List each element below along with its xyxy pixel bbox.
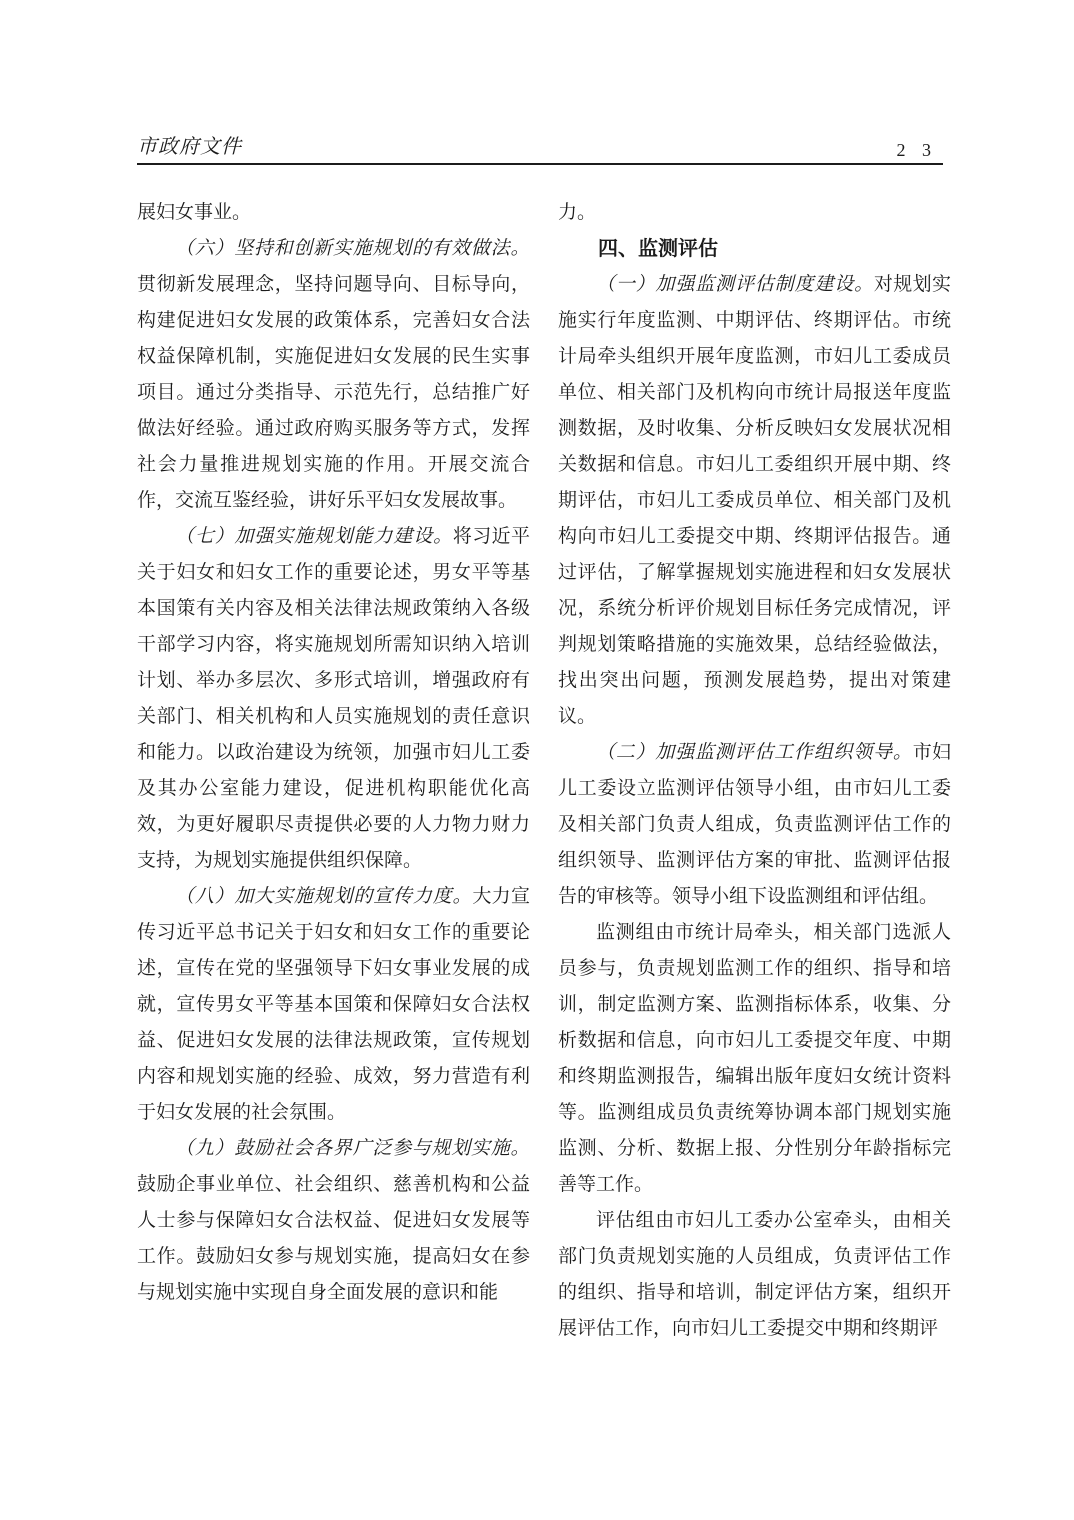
paragraph	[558, 915, 951, 1203]
paragraph-lead: （一）加强监测评估制度建设。	[596, 274, 874, 295]
paragraph-text: 对规划实施实行年度监测、中期评估、终期评估。市统计局牵头组织开展年度监测，市妇儿工委成员单位、相关部门及机构向市统计局报送年度监测数据，及时收集、分析反映妇女发展状况相关数据和信息。市妇儿工委组织开展中期、终期评估，市妇儿工委成员单位、相关部门及机构向市妇儿工委提交中期、终期评估报告。通过评估，了解掌握规划实施进程和妇女发展状况，系统分析评价规划目标任务完成情况，评判规划策略措施的实施效果，总结经验做法，找出突出问题，预测发展趋势，提出对策建议。	[558, 274, 951, 727]
paragraph-text: 市妇儿工委设立监测评估领导小组，由市妇儿工委及相关部门负责人组成，负责监测评估工作的组织领导、监测评估方案的审批、监测评估报告的审核等。领导小组下设监测组和评估组。	[558, 742, 951, 907]
paragraph-text: 展妇女事业。	[137, 202, 252, 223]
paragraph	[558, 267, 951, 735]
paragraph	[558, 1203, 951, 1347]
section-heading-monitoring-evaluation: 四、监测评估	[598, 238, 718, 260]
paragraph-lead: （七）加强实施规划能力建设。	[175, 526, 453, 547]
paragraph	[558, 735, 951, 915]
header-doc-label: 市政府文件	[137, 136, 242, 158]
paragraph-text: 大力宣传习近平总书记关于妇女和妇女工作的重要论述，宣传在党的坚强领导下妇女事业发展的成就，宣传男女平等基本国策和保障妇女合法权益、促进妇女发展的法律法规政策，宣传规划内容和规划实施的经验、成效，努力营造有利于妇女发展的社会氛围。	[137, 886, 530, 1123]
paragraph-lead: （九）鼓励社会各界广泛参与规划实施。	[175, 1138, 530, 1159]
paragraph	[137, 879, 530, 1131]
paragraph-lead: （八）加大实施规划的宣传力度。	[175, 886, 473, 907]
left-column	[137, 195, 530, 1347]
paragraph-text: 评估组由市妇儿工委办公室牵头，由相关部门负责规划实施的人员组成，负责评估工作的组织、指导和培训，制定评估方案，组织开展评估工作，向市妇儿工委提交中期和终期评	[558, 1210, 951, 1339]
paragraph	[137, 231, 530, 519]
paragraph	[137, 1131, 530, 1311]
paragraph-text: 鼓励企事业单位、社会组织、慈善机构和公益人士参与保障妇女合法权益、促进妇女发展等工作。鼓励妇女参与规划实施，提高妇女在参与规划实施中实现自身全面发展的意识和能	[137, 1174, 530, 1303]
paragraph-text: 监测组由市统计局牵头，相关部门选派人员参与，负责规划监测工作的组织、指导和培训，制定监测方案、监测指标体系，收集、分析数据和信息，向市妇儿工委提交年度、中期和终期监测报告，编辑出版年度妇女统计资料等。监测组成员负责统筹协调本部门规划实施监测、分析、数据上报、分性别分年龄指标完善等工作。	[558, 922, 951, 1195]
header-rule	[137, 163, 943, 165]
page-header	[137, 130, 943, 159]
paragraph	[137, 519, 530, 879]
paragraph	[558, 195, 951, 231]
paragraph-lead: （六）坚持和创新实施规划的有效做法。	[175, 238, 530, 259]
paragraph-lead: （二）加强监测评估工作组织领导。	[596, 742, 913, 763]
paragraph-text: 将习近平关于妇女和妇女工作的重要论述，男女平等基本国策有关内容及相关法律法规政策纳入各级干部学习内容，将实施规划所需知识纳入培训计划、举办多层次、多形式培训，增强政府有关部门、相关机构和人员实施规划的责任意识和能力。以政治建设为统领，加强市妇儿工委及其办公室能力建设，促进机构职能优化高效，为更好履职尽责提供必要的人力物力财力支持，为规划实施提供组织保障。	[137, 526, 530, 871]
content-columns	[137, 195, 951, 1347]
paragraph-text: 贯彻新发展理念，坚持问题导向、目标导向，构建促进妇女发展的政策体系，完善妇女合法权益保障机制，实施促进妇女发展的民生实事项目。通过分类指导、示范先行，总结推广好做法好经验。通过政府购买服务等方式，发挥社会力量推进规划实施的作用。开展交流合作，交流互鉴经验，讲好乐平妇女发展故事。	[137, 274, 530, 511]
page-number: 2 3	[896, 140, 937, 160]
right-column	[558, 195, 951, 1347]
paragraph	[137, 195, 530, 231]
paragraph-text: 力。	[558, 202, 597, 223]
